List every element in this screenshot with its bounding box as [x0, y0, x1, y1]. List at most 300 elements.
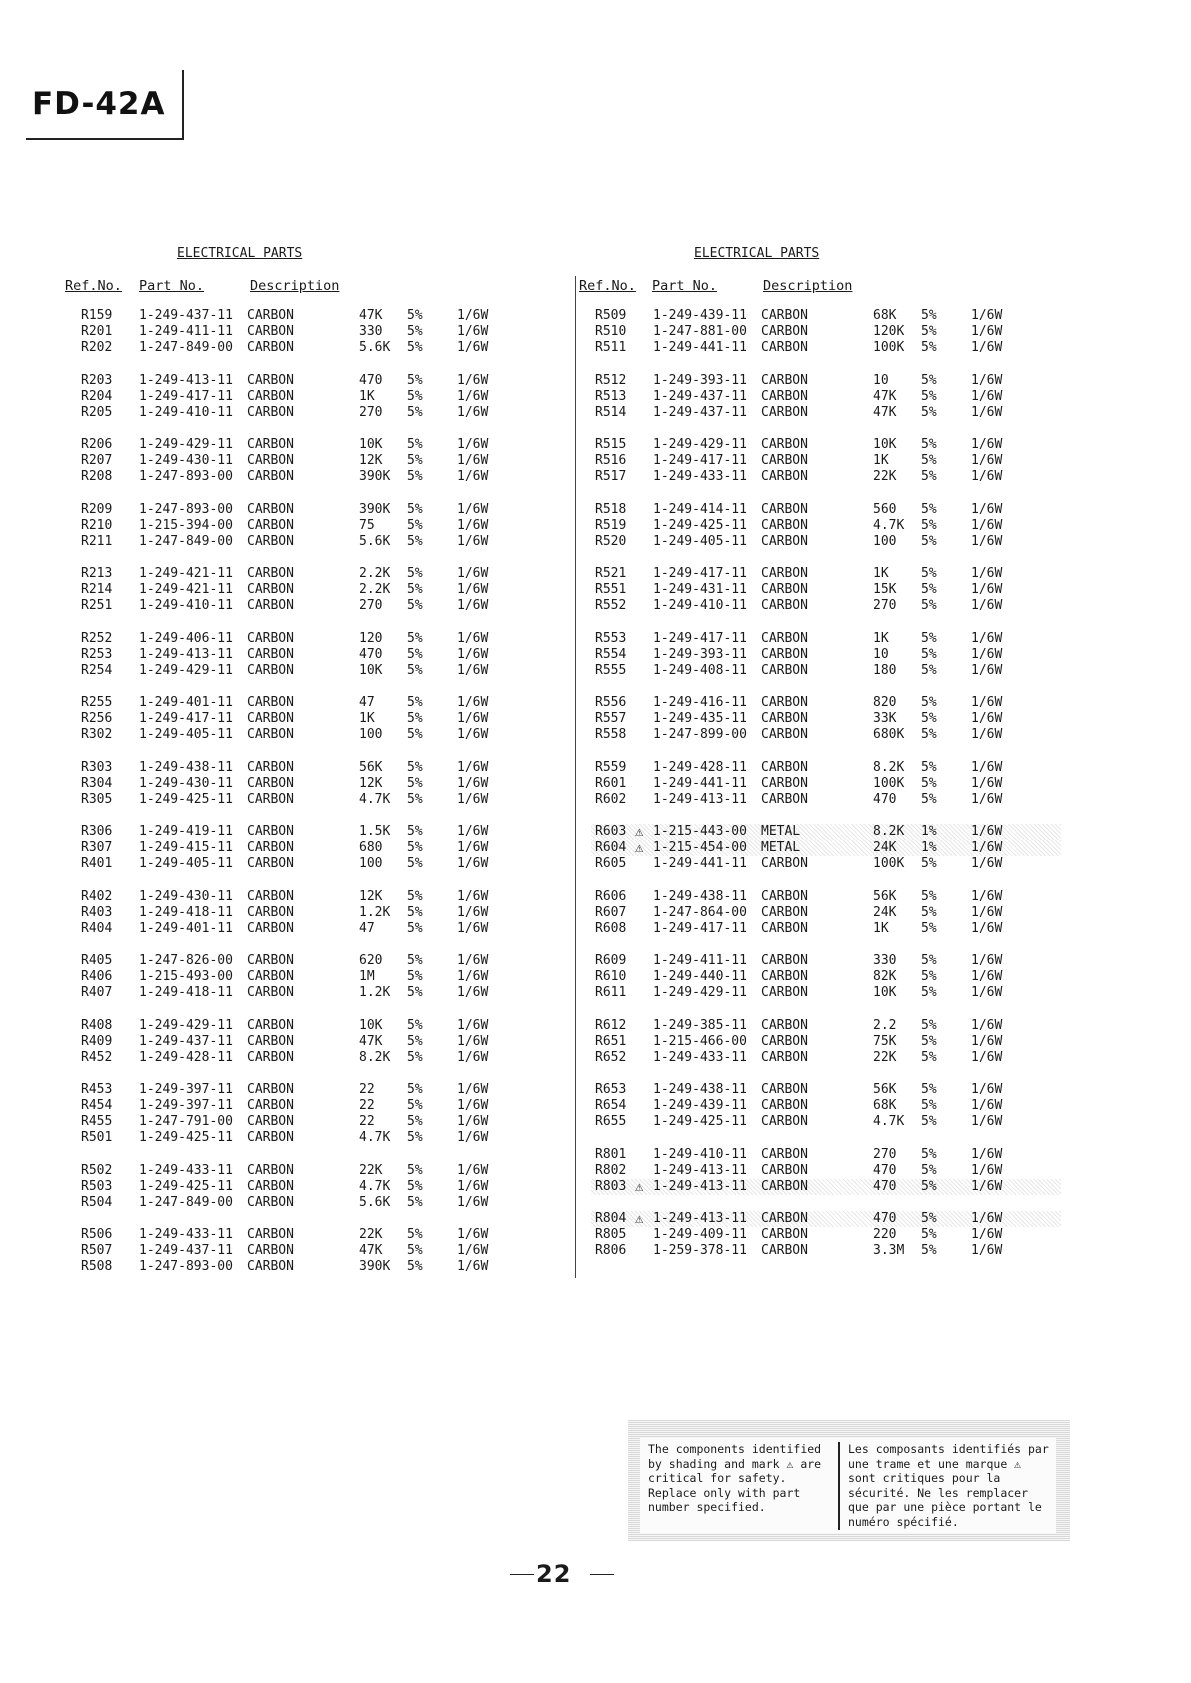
- wattage: 1/6W: [971, 646, 1003, 662]
- part-number: 1-249-430-11: [139, 453, 233, 468]
- description: CARBON: [247, 759, 294, 775]
- part-number: 1-249-441-11: [653, 856, 747, 871]
- resistance-value: 47K: [359, 308, 383, 323]
- ref-number: R804: [595, 1211, 627, 1226]
- tolerance: 5%: [921, 501, 937, 517]
- resistance-value: 68K: [873, 308, 897, 323]
- part-number: 1-249-417-11: [653, 566, 747, 581]
- tolerance: 5%: [407, 791, 423, 807]
- wattage: 1/6W: [971, 566, 1003, 581]
- description: CARBON: [761, 953, 808, 968]
- tolerance: 5%: [921, 1114, 937, 1129]
- ref-number: R801: [595, 1146, 627, 1162]
- resistance-value: 680K: [873, 727, 905, 742]
- part-number: 1-249-409-11: [653, 1227, 747, 1242]
- resistance-value: 12K: [359, 453, 383, 468]
- part-number: 1-249-417-11: [653, 920, 747, 936]
- left-header-part: Part No.: [139, 278, 205, 294]
- part-number: 1-249-430-11: [139, 775, 233, 791]
- part-number: 1-249-415-11: [139, 840, 233, 855]
- resistance-value: 1K: [359, 711, 375, 726]
- description: CARBON: [761, 630, 808, 646]
- ref-number: R520: [595, 533, 627, 549]
- ref-number: R514: [595, 404, 627, 420]
- part-number: 1-249-433-11: [139, 1162, 233, 1178]
- description: CARBON: [247, 888, 294, 904]
- wattage: 1/6W: [971, 969, 1003, 984]
- ref-number: R405: [81, 953, 113, 968]
- tolerance: 5%: [921, 1098, 937, 1113]
- resistance-value: 68K: [873, 1098, 897, 1113]
- description: CARBON: [761, 517, 808, 533]
- ref-number: R455: [81, 1114, 113, 1129]
- part-number: 1-249-430-11: [139, 888, 233, 904]
- ref-number: R604: [595, 840, 627, 855]
- ref-number: R253: [81, 646, 113, 662]
- tolerance: 5%: [921, 856, 937, 871]
- wattage: 1/6W: [971, 920, 1003, 936]
- resistance-value: 820: [873, 695, 897, 710]
- part-number: 1-247-864-00: [653, 904, 747, 920]
- right-header-desc: Description: [763, 278, 853, 294]
- tolerance: 5%: [921, 1033, 937, 1049]
- tolerance: 5%: [407, 1098, 423, 1113]
- part-number: 1-249-406-11: [139, 630, 233, 646]
- resistance-value: 75K: [873, 1033, 897, 1049]
- tolerance: 5%: [407, 388, 423, 404]
- description: CARBON: [247, 695, 294, 710]
- ref-number: R608: [595, 920, 627, 936]
- ref-number: R206: [81, 437, 113, 452]
- wattage: 1/6W: [971, 840, 1003, 855]
- description: CARBON: [247, 1049, 294, 1065]
- ref-number: R610: [595, 969, 627, 984]
- ref-number: R503: [81, 1178, 113, 1194]
- ref-number: R454: [81, 1098, 113, 1113]
- description: CARBON: [247, 1178, 294, 1194]
- tolerance: 5%: [921, 1082, 937, 1097]
- wattage: 1/6W: [971, 1049, 1003, 1065]
- wattage: 1/6W: [457, 1243, 489, 1258]
- wattage: 1/6W: [971, 388, 1003, 404]
- tolerance: 5%: [407, 711, 423, 726]
- part-number: 1-215-454-00: [653, 840, 747, 855]
- model-title: FD-42A: [32, 86, 166, 122]
- resistance-value: 270: [873, 598, 897, 613]
- part-number: 1-249-417-11: [139, 711, 233, 726]
- resistance-value: 390K: [359, 501, 391, 517]
- part-number: 1-249-413-11: [139, 372, 233, 388]
- resistance-value: 470: [359, 372, 383, 388]
- part-number: 1-249-414-11: [653, 501, 747, 517]
- resistance-value: 56K: [873, 1082, 897, 1097]
- tolerance: 5%: [921, 388, 937, 404]
- ref-number: R555: [595, 662, 627, 678]
- tolerance: 5%: [921, 566, 937, 581]
- left-header-ref: Ref.No.: [65, 278, 122, 294]
- description: CARBON: [761, 566, 808, 581]
- description: CARBON: [761, 1227, 808, 1242]
- wattage: 1/6W: [971, 1146, 1003, 1162]
- wattage: 1/6W: [457, 1082, 489, 1097]
- resistance-value: 10K: [359, 662, 383, 678]
- ref-number: R211: [81, 533, 113, 549]
- part-number: 1-247-826-00: [139, 953, 233, 968]
- part-number: 1-249-417-11: [653, 453, 747, 468]
- safety-warning-icon: ⚠: [635, 824, 644, 840]
- wattage: 1/6W: [971, 888, 1003, 904]
- wattage: 1/6W: [457, 308, 489, 323]
- tolerance: 5%: [407, 469, 423, 484]
- ref-number: R304: [81, 775, 113, 791]
- part-number: 1-249-429-11: [139, 437, 233, 452]
- description: CARBON: [761, 404, 808, 420]
- wattage: 1/6W: [457, 598, 489, 613]
- tolerance: 5%: [407, 953, 423, 968]
- resistance-value: 8.2K: [873, 824, 905, 839]
- resistance-value: 22K: [873, 469, 897, 484]
- part-number: 1-249-435-11: [653, 711, 747, 726]
- resistance-value: 470: [873, 1162, 897, 1178]
- wattage: 1/6W: [457, 969, 489, 984]
- part-number: 1-249-429-11: [139, 662, 233, 678]
- wattage: 1/6W: [971, 1033, 1003, 1049]
- wattage: 1/6W: [457, 453, 489, 468]
- resistance-value: 5.6K: [359, 1194, 391, 1210]
- resistance-value: 1K: [873, 566, 889, 581]
- page-number-dash-right: [590, 1574, 614, 1575]
- wattage: 1/6W: [971, 340, 1003, 355]
- description: CARBON: [247, 904, 294, 920]
- tolerance: 5%: [407, 662, 423, 678]
- part-number: 1-249-419-11: [139, 824, 233, 839]
- ref-number: R511: [595, 340, 627, 355]
- resistance-value: 120: [359, 630, 383, 646]
- ref-number: R611: [595, 985, 627, 1000]
- ref-number: R803: [595, 1178, 627, 1194]
- description: CARBON: [761, 711, 808, 726]
- description: CARBON: [761, 662, 808, 678]
- ref-number: R251: [81, 598, 113, 613]
- ref-number: R305: [81, 791, 113, 807]
- tolerance: 5%: [921, 1178, 937, 1194]
- wattage: 1/6W: [971, 324, 1003, 339]
- description: CARBON: [247, 404, 294, 420]
- wattage: 1/6W: [971, 453, 1003, 468]
- part-number: 1-249-397-11: [139, 1082, 233, 1097]
- description: CARBON: [247, 566, 294, 581]
- part-number: 1-249-429-11: [653, 985, 747, 1000]
- part-number: 1-249-437-11: [139, 1033, 233, 1049]
- resistance-value: 12K: [359, 888, 383, 904]
- wattage: 1/6W: [457, 533, 489, 549]
- description: CARBON: [247, 630, 294, 646]
- wattage: 1/6W: [457, 727, 489, 742]
- resistance-value: 22: [359, 1114, 375, 1129]
- wattage: 1/6W: [971, 469, 1003, 484]
- ref-number: R210: [81, 517, 113, 533]
- wattage: 1/6W: [971, 775, 1003, 791]
- tolerance: 5%: [921, 1243, 937, 1258]
- resistance-value: 470: [873, 791, 897, 807]
- resistance-value: 1.2K: [359, 985, 391, 1000]
- resistance-value: 1.2K: [359, 904, 391, 920]
- tolerance: 5%: [921, 662, 937, 678]
- description: CARBON: [761, 324, 808, 339]
- part-number: 1-249-425-11: [653, 1114, 747, 1129]
- part-number: 1-249-418-11: [139, 904, 233, 920]
- description: CARBON: [761, 598, 808, 613]
- resistance-value: 22: [359, 1098, 375, 1113]
- resistance-value: 120K: [873, 324, 905, 339]
- ref-number: R559: [595, 759, 627, 775]
- ref-number: R402: [81, 888, 113, 904]
- resistance-value: 100K: [873, 340, 905, 355]
- resistance-value: 100: [359, 856, 383, 871]
- safety-warning-icon: ⚠: [635, 1178, 644, 1195]
- tolerance: 5%: [407, 775, 423, 791]
- resistance-value: 4.7K: [359, 1178, 391, 1194]
- description: CARBON: [247, 856, 294, 871]
- part-number: 1-249-437-11: [139, 308, 233, 323]
- tolerance: 5%: [407, 695, 423, 710]
- wattage: 1/6W: [457, 1033, 489, 1049]
- tolerance: 5%: [407, 904, 423, 920]
- wattage: 1/6W: [971, 404, 1003, 420]
- tolerance: 5%: [407, 598, 423, 613]
- description: CARBON: [247, 388, 294, 404]
- part-number: 1-249-413-11: [653, 791, 747, 807]
- part-number: 1-249-429-11: [139, 1017, 233, 1033]
- wattage: 1/6W: [457, 888, 489, 904]
- resistance-value: 47K: [359, 1033, 383, 1049]
- right-header-part: Part No.: [652, 278, 718, 294]
- resistance-value: 2.2: [873, 1017, 897, 1033]
- ref-number: R207: [81, 453, 113, 468]
- description: CARBON: [247, 1130, 294, 1145]
- description: CARBON: [247, 1162, 294, 1178]
- resistance-value: 100K: [873, 856, 905, 871]
- description: CARBON: [761, 775, 808, 791]
- description: CARBON: [247, 646, 294, 662]
- part-number: 1-249-408-11: [653, 662, 747, 678]
- part-number: 1-249-440-11: [653, 969, 747, 984]
- resistance-value: 10K: [359, 1017, 383, 1033]
- ref-number: R504: [81, 1194, 113, 1210]
- part-number: 1-249-438-11: [653, 1082, 747, 1097]
- ref-number: R205: [81, 404, 113, 420]
- ref-number: R401: [81, 856, 113, 871]
- tolerance: 5%: [407, 501, 423, 517]
- description: CARBON: [761, 501, 808, 517]
- page-number-dash-left: [510, 1574, 534, 1575]
- tolerance: 1%: [921, 824, 937, 839]
- tolerance: 5%: [407, 1033, 423, 1049]
- tolerance: 5%: [921, 969, 937, 984]
- part-number: 1-249-421-11: [139, 582, 233, 597]
- resistance-value: 2.2K: [359, 582, 391, 597]
- wattage: 1/6W: [971, 582, 1003, 597]
- wattage: 1/6W: [971, 904, 1003, 920]
- safety-warning-icon: ⚠: [635, 1211, 644, 1227]
- ref-number: R518: [595, 501, 627, 517]
- resistance-value: 620: [359, 953, 383, 968]
- description: CARBON: [247, 453, 294, 468]
- ref-number: R214: [81, 582, 113, 597]
- ref-number: R605: [595, 856, 627, 871]
- tolerance: 5%: [407, 646, 423, 662]
- description: CARBON: [761, 1098, 808, 1113]
- part-number: 1-249-393-11: [653, 646, 747, 662]
- resistance-value: 22: [359, 1082, 375, 1097]
- resistance-value: 180: [873, 662, 897, 678]
- tolerance: 5%: [407, 985, 423, 1000]
- part-number: 1-249-421-11: [139, 566, 233, 581]
- tolerance: 5%: [407, 1178, 423, 1194]
- ref-number: R502: [81, 1162, 113, 1178]
- description: CARBON: [761, 1114, 808, 1129]
- resistance-value: 22K: [359, 1227, 383, 1242]
- resistance-value: 100: [873, 533, 897, 549]
- tolerance: 5%: [407, 759, 423, 775]
- ref-number: R553: [595, 630, 627, 646]
- part-number: 1-249-418-11: [139, 985, 233, 1000]
- tolerance: 5%: [407, 888, 423, 904]
- right-header-ref: Ref.No.: [579, 278, 636, 294]
- tolerance: 5%: [407, 1227, 423, 1242]
- tolerance: 5%: [921, 598, 937, 613]
- ref-number: R509: [595, 308, 627, 323]
- tolerance: 5%: [921, 711, 937, 726]
- part-number: 1-249-410-11: [653, 1146, 747, 1162]
- tolerance: 5%: [921, 404, 937, 420]
- part-number: 1-249-439-11: [653, 308, 747, 323]
- part-number: 1-249-438-11: [139, 759, 233, 775]
- description: CARBON: [761, 308, 808, 323]
- wattage: 1/6W: [971, 759, 1003, 775]
- description: CARBON: [247, 1017, 294, 1033]
- wattage: 1/6W: [457, 791, 489, 807]
- tolerance: 5%: [921, 727, 937, 742]
- wattage: 1/6W: [971, 791, 1003, 807]
- resistance-value: 47K: [359, 1243, 383, 1258]
- resistance-value: 8.2K: [873, 759, 905, 775]
- resistance-value: 390K: [359, 469, 391, 484]
- resistance-value: 47: [359, 695, 375, 710]
- resistance-value: 15K: [873, 582, 897, 597]
- ref-number: R403: [81, 904, 113, 920]
- ref-number: R407: [81, 985, 113, 1000]
- tolerance: 5%: [407, 1082, 423, 1097]
- resistance-value: 2.2K: [359, 566, 391, 581]
- tolerance: 5%: [921, 1227, 937, 1242]
- wattage: 1/6W: [971, 662, 1003, 678]
- resistance-value: 82K: [873, 969, 897, 984]
- tolerance: 5%: [921, 1017, 937, 1033]
- description: CARBON: [761, 695, 808, 710]
- tolerance: 5%: [921, 372, 937, 388]
- resistance-value: 4.7K: [873, 1114, 905, 1129]
- part-number: 1-249-413-11: [139, 646, 233, 662]
- description: CARBON: [247, 969, 294, 984]
- tolerance: 5%: [921, 888, 937, 904]
- ref-number: R306: [81, 824, 113, 839]
- wattage: 1/6W: [457, 1227, 489, 1242]
- description: CARBON: [247, 1194, 294, 1210]
- tolerance: 5%: [407, 308, 423, 323]
- wattage: 1/6W: [457, 582, 489, 597]
- resistance-value: 5.6K: [359, 340, 391, 355]
- tolerance: 5%: [407, 1162, 423, 1178]
- ref-number: R612: [595, 1017, 627, 1033]
- wattage: 1/6W: [457, 904, 489, 920]
- description: CARBON: [247, 775, 294, 791]
- part-number: 1-247-881-00: [653, 324, 747, 339]
- tolerance: 5%: [921, 469, 937, 484]
- resistance-value: 47: [359, 920, 375, 936]
- resistance-value: 10: [873, 646, 889, 662]
- resistance-value: 4.7K: [359, 1130, 391, 1145]
- description: CARBON: [761, 791, 808, 807]
- part-number: 1-249-405-11: [139, 727, 233, 742]
- description: CARBON: [247, 372, 294, 388]
- part-number: 1-215-466-00: [653, 1033, 747, 1049]
- wattage: 1/6W: [457, 324, 489, 339]
- page-number: 22: [536, 1560, 572, 1588]
- tolerance: 5%: [407, 856, 423, 871]
- resistance-value: 1.5K: [359, 824, 391, 839]
- ref-number: R652: [595, 1049, 627, 1065]
- description: CARBON: [761, 888, 808, 904]
- ref-number: R601: [595, 775, 627, 791]
- tolerance: 5%: [407, 840, 423, 855]
- ref-number: R255: [81, 695, 113, 710]
- right-section-title: ELECTRICAL PARTS: [694, 246, 820, 261]
- part-number: 1-249-425-11: [139, 1130, 233, 1145]
- part-number: 1-249-433-11: [653, 1049, 747, 1065]
- ref-number: R655: [595, 1114, 627, 1129]
- wattage: 1/6W: [971, 1227, 1003, 1242]
- description: CARBON: [761, 969, 808, 984]
- part-number: 1-247-893-00: [139, 1259, 233, 1274]
- tolerance: 5%: [407, 1194, 423, 1210]
- part-number: 1-249-393-11: [653, 372, 747, 388]
- resistance-value: 470: [359, 646, 383, 662]
- description: CARBON: [761, 985, 808, 1000]
- description: CARBON: [761, 1162, 808, 1178]
- ref-number: R603: [595, 824, 627, 839]
- description: CARBON: [247, 985, 294, 1000]
- description: CARBON: [247, 598, 294, 613]
- wattage: 1/6W: [971, 501, 1003, 517]
- tolerance: 5%: [407, 517, 423, 533]
- resistance-value: 100K: [873, 775, 905, 791]
- description: CARBON: [761, 1243, 808, 1258]
- ref-number: R653: [595, 1082, 627, 1097]
- tolerance: 5%: [407, 372, 423, 388]
- resistance-value: 1K: [359, 388, 375, 404]
- ref-number: R213: [81, 566, 113, 581]
- wattage: 1/6W: [971, 437, 1003, 452]
- ref-number: R558: [595, 727, 627, 742]
- wattage: 1/6W: [971, 517, 1003, 533]
- tolerance: 5%: [407, 404, 423, 420]
- part-number: 1-249-425-11: [653, 517, 747, 533]
- resistance-value: 270: [873, 1146, 897, 1162]
- ref-number: R453: [81, 1082, 113, 1097]
- resistance-value: 390K: [359, 1259, 391, 1274]
- part-number: 1-215-443-00: [653, 824, 747, 839]
